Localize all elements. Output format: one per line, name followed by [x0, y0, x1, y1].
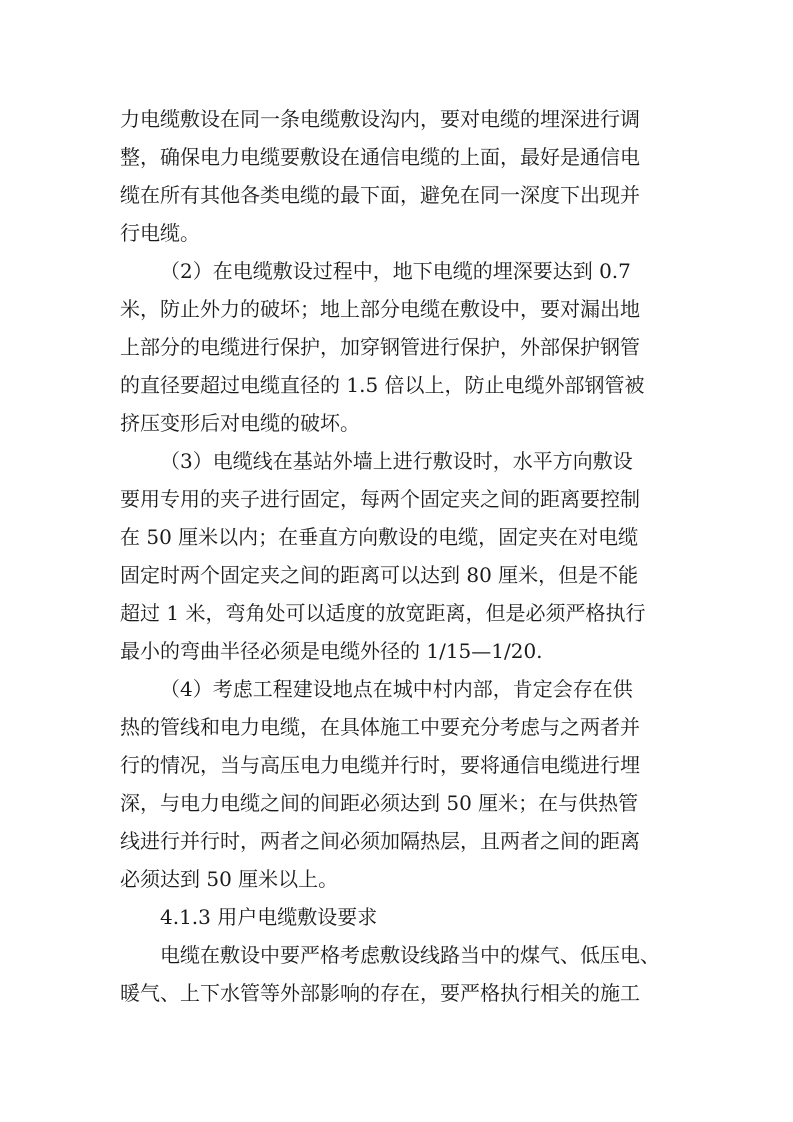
text-line: 上部分的电缆进行保护，加穿钢管进行保护，外部保护钢管 [120, 335, 640, 359]
paragraph-first-line: （4）考虑工程建设地点在城中村内部，肯定会存在供 [160, 677, 633, 701]
text-line: 缆在所有其他各类电缆的最下面，避免在同一深度下出现并 [120, 183, 640, 207]
text-line: 超过 1 米，弯角处可以适度的放宽距离，但是必须严格执行 [120, 601, 646, 625]
text-line: 线进行并行时，两者之间必须加隔热层，且两者之间的距离 [120, 829, 640, 853]
text-line: 固定时两个固定夹之间的距离可以达到 80 厘米，但是不能 [120, 563, 639, 587]
text-line: 行的情况，当与高压电力电缆并行时，要将通信电缆进行埋 [120, 753, 640, 777]
text-line: 行电缆。 [120, 221, 200, 245]
text-line: 米，防止外力的破坏；地上部分电缆在敷设中，要对漏出地 [120, 297, 640, 321]
paragraph-first-line: （2）在电缆敷设过程中，地下电缆的埋深要达到 0.7 [160, 259, 631, 283]
text-line: 要用专用的夹子进行固定，每两个固定夹之间的距离要控制 [120, 487, 640, 511]
text-line: 最小的弯曲半径必须是电缆外径的 1/15—1/20. [120, 639, 543, 663]
text-line: 挤压变形后对电缆的破坏。 [120, 411, 360, 435]
text-line: 必须达到 50 厘米以上。 [120, 867, 339, 891]
text-line: 暖气、上下水管等外部影响的存在，要严格执行相关的施工 [120, 981, 640, 1005]
text-line: 热的管线和电力电缆，在具体施工中要充分考虑与之两者并 [120, 715, 640, 739]
paragraph-first-line: 电缆在敷设中要严格考虑敷设线路当中的煤气、低压电、 [160, 943, 660, 967]
section-heading: 4.1.3 用户电缆敷设要求 [160, 905, 378, 929]
paragraph-first-line: （3）电缆线在基站外墙上进行敷设时，水平方向敷设 [160, 449, 633, 473]
text-line: 深，与电力电缆之间的间距必须达到 50 厘米；在与供热管 [120, 791, 639, 815]
text-line: 在 50 厘米以内；在垂直方向敷设的电缆，固定夹在对电缆 [120, 525, 639, 549]
text-line: 力电缆敷设在同一条电缆敷设沟内，要对电缆的埋深进行调 [120, 107, 640, 131]
text-line: 整，确保电力电缆要敷设在通信电缆的上面，最好是通信电 [120, 145, 640, 169]
text-line: 的直径要超过电缆直径的 1.5 倍以上，防止电缆外部钢管被 [120, 373, 645, 397]
